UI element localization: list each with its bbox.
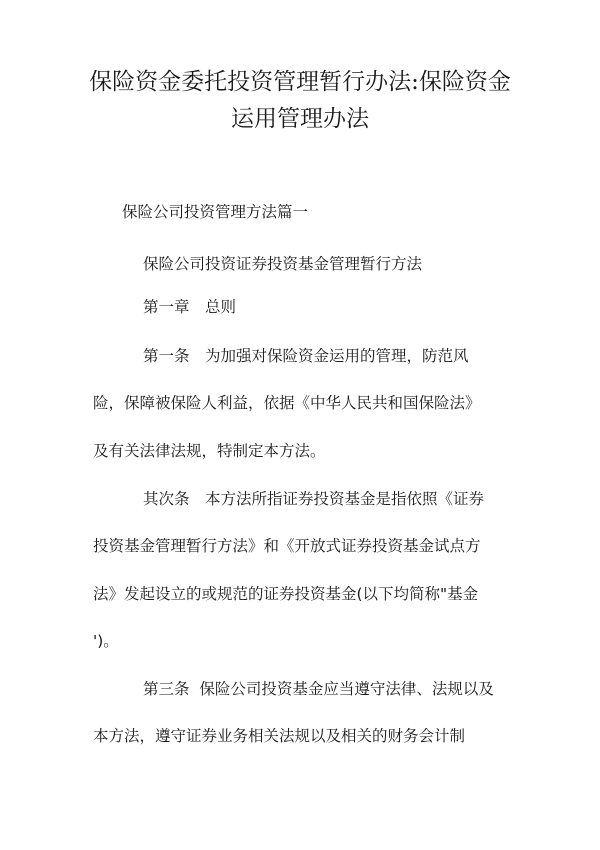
regulation-title: 保险公司投资证券投资基金管理暂行方法 [143,255,423,273]
document-title-line-1: 保险资金委托投资管理暂行办法:保险资金 [89,69,511,95]
paragraph-line: 本方法，遵守证券业务相关法规以及相关的财务会计制 [93,727,466,745]
paragraph-line: 险，保障被保险人利益，依据《中华人民共和国保险法》 [93,394,481,412]
section-heading: 保险公司投资管理方法篇一 [122,203,309,221]
chapter-heading: 第一章 总则 [143,298,237,316]
paragraph-line: 法》发起设立的或规范的证券投资基金(以下均简称"基金 [93,585,479,603]
paragraph-line: 第一条 为加强对保险资金运用的管理，防范风 [143,347,469,365]
paragraph-line: 其次条 本方法所指证券投资基金是指依照《证券 [143,490,485,508]
paragraph-line: 及有关法律法规，特制定本方法。 [93,442,326,460]
paragraph-line: 投资基金管理暂行方法》和《开放式证券投资基金试点方 [93,537,481,555]
document-title-line-2: 运用管理办法 [231,106,369,132]
paragraph-line: 第三条 保险公司投资基金应当遵守法律、法规以及 [143,680,494,698]
paragraph-line: ')。 [93,632,119,650]
